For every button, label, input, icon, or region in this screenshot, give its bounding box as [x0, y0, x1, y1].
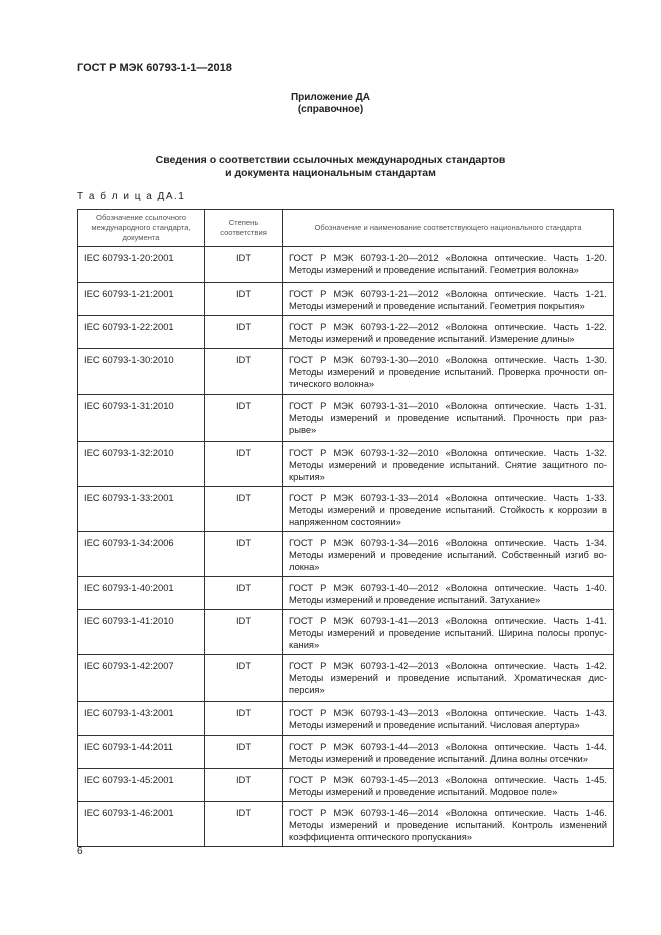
text-line: ГОСТ Р МЭК 60793-1-43—2013 «Волокна оптические. Часть 1-43.: [289, 707, 607, 718]
text-line: тического волокна»: [289, 378, 375, 389]
degree-cell: IDT: [205, 283, 283, 316]
national-standard-cell: [283, 247, 614, 283]
text-line: ГОСТ Р МЭК 60793-1-32—2010 «Волокна оптические. Часть 1-32.: [289, 447, 607, 458]
national-standard-cell: [283, 283, 614, 316]
table-row: [78, 702, 614, 736]
intl-standard-cell: IEC 60793-1-22:2001: [78, 316, 205, 349]
degree-cell: IDT: [205, 442, 283, 487]
column-header-intl: Обозначение ссылочного международного стандарта, документа: [78, 210, 205, 247]
text-line: кания»: [289, 639, 320, 650]
column-header-national: Обозначение и наименование соответствующего национального стандарта: [283, 210, 614, 247]
national-standard-cell: [283, 349, 614, 395]
intl-standard-cell: IEC 60793-1-41:2010: [78, 610, 205, 655]
text-line: Методы измерений и проведение испытаний. Геометрия волокна»: [289, 264, 579, 275]
text-line: Методы измерений и проведение испытаний. Модовое поле»: [289, 786, 558, 797]
text-line: Методы измерений и проведение испытаний. Стойкость к коррозии в: [289, 504, 607, 515]
table-row: [78, 610, 614, 655]
table-row: [78, 316, 614, 349]
national-standard-cell: [283, 442, 614, 487]
text-line: ГОСТ Р МЭК 60793-1-41—2013 «Волокна оптические. Часть 1-41.: [289, 615, 607, 626]
text-line: ГОСТ Р МЭК 60793-1-40—2012 «Волокна оптические. Часть 1-40.: [289, 582, 607, 593]
table-row: [78, 442, 614, 487]
intl-standard-cell: IEC 60793-1-40:2001: [78, 577, 205, 610]
intl-standard-cell: IEC 60793-1-46:2001: [78, 802, 205, 847]
text-line: крытия»: [289, 471, 325, 482]
text-line: рыве»: [289, 424, 317, 435]
page-number: 6: [77, 846, 83, 857]
degree-cell: IDT: [205, 395, 283, 442]
table-row: [78, 247, 614, 283]
degree-cell: IDT: [205, 577, 283, 610]
section-heading-line2: и документа национальным стандартам: [225, 167, 436, 179]
document-header: ГОСТ Р МЭК 60793-1-1—2018: [77, 62, 232, 74]
national-standard-cell: [283, 702, 614, 736]
text-line: локна»: [289, 561, 320, 572]
table-caption: Т а б л и ц а ДА.1: [77, 191, 186, 202]
text-line: ГОСТ Р МЭК 60793-1-44—2013 «Волокна оптические. Часть 1-44.: [289, 741, 607, 752]
table-row: [78, 349, 614, 395]
degree-cell: IDT: [205, 702, 283, 736]
national-standard-cell: [283, 532, 614, 577]
text-line: ГОСТ Р МЭК 60793-1-34—2016 «Волокна оптические. Часть 1-34.: [289, 537, 607, 548]
national-standard-cell: [283, 736, 614, 769]
degree-cell: IDT: [205, 247, 283, 283]
table-row: [78, 769, 614, 802]
national-standard-cell: [283, 769, 614, 802]
text-line: Методы измерений и проведение испытаний. Затухание»: [289, 594, 541, 605]
appendix-title: Приложение ДА: [290, 92, 371, 103]
national-standard-cell: [283, 610, 614, 655]
degree-cell: IDT: [205, 316, 283, 349]
intl-standard-cell: IEC 60793-1-30:2010: [78, 349, 205, 395]
intl-standard-cell: IEC 60793-1-42:2007: [78, 655, 205, 702]
column-header-degree: Степень соответствия: [205, 210, 283, 247]
text-line: ГОСТ Р МЭК 60793-1-45—2013 «Волокна оптические. Часть 1-45.: [289, 774, 607, 785]
text-line: напряженном состоянии»: [289, 516, 401, 527]
text-line: Методы измерений и проведение испытаний. Контроль изменений: [289, 819, 607, 830]
table-row: [78, 532, 614, 577]
text-line: Методы измерений и проведение испытаний. Прочность при раз-: [289, 412, 607, 423]
intl-standard-cell: IEC 60793-1-32:2010: [78, 442, 205, 487]
text-line: ГОСТ Р МЭК 60793-1-30—2010 «Волокна оптические. Часть 1-30.: [289, 354, 607, 365]
national-standard-cell: [283, 655, 614, 702]
table-row: [78, 487, 614, 532]
text-line: ГОСТ Р МЭК 60793-1-22—2012 «Волокна оптические. Часть 1-22.: [289, 321, 607, 332]
degree-cell: IDT: [205, 532, 283, 577]
appendix-subtitle: (справочное): [297, 104, 364, 115]
text-line: ГОСТ Р МЭК 60793-1-33—2014 «Волокна оптические. Часть 1-33.: [289, 492, 607, 503]
text-line: Методы измерений и проведение испытаний. Собственный изгиб во-: [289, 549, 607, 560]
text-line: ГОСТ Р МЭК 60793-1-20—2012 «Волокна оптические. Часть 1-20.: [289, 252, 607, 263]
degree-cell: IDT: [205, 655, 283, 702]
intl-standard-cell: IEC 60793-1-20:2001: [78, 247, 205, 283]
section-heading-line1: Сведения о соответствии ссылочных международных стандартов: [155, 154, 506, 166]
degree-cell: IDT: [205, 349, 283, 395]
text-line: ГОСТ Р МЭК 60793-1-46—2014 «Волокна оптические. Часть 1-46.: [289, 807, 607, 818]
intl-standard-cell: IEC 60793-1-44:2011: [78, 736, 205, 769]
text-line: ГОСТ Р МЭК 60793-1-21—2012 «Волокна оптические. Часть 1-21.: [289, 288, 607, 299]
intl-standard-cell: IEC 60793-1-21:2001: [78, 283, 205, 316]
text-line: Методы измерений и проведение испытаний. Геометрия покрытия»: [289, 300, 585, 311]
degree-cell: IDT: [205, 610, 283, 655]
intl-standard-cell: IEC 60793-1-45:2001: [78, 769, 205, 802]
degree-cell: IDT: [205, 802, 283, 847]
degree-cell: IDT: [205, 769, 283, 802]
intl-standard-cell: IEC 60793-1-43:2001: [78, 702, 205, 736]
text-line: Методы измерений и проведение испытаний. Ширина полосы пропус-: [289, 627, 607, 638]
national-standard-cell: [283, 487, 614, 532]
table-row: [78, 655, 614, 702]
degree-cell: IDT: [205, 487, 283, 532]
national-standard-cell: [283, 316, 614, 349]
intl-standard-cell: IEC 60793-1-34:2006: [78, 532, 205, 577]
text-line: ГОСТ Р МЭК 60793-1-42—2013 «Волокна оптические. Часть 1-42.: [289, 660, 607, 671]
table-row: [78, 577, 614, 610]
text-line: Методы измерений и проведение испытаний. Проверка прочности оп-: [289, 366, 607, 377]
national-standard-cell: [283, 395, 614, 442]
text-line: Методы измерений и проведение испытаний. Снятие защитного по-: [289, 459, 607, 470]
national-standard-cell: [283, 802, 614, 847]
correspondence-table: [77, 209, 614, 847]
text-line: Методы измерений и проведение испытаний. Длина волны отсечки»: [289, 753, 588, 764]
degree-cell: IDT: [205, 736, 283, 769]
table-row: [78, 283, 614, 316]
text-line: коэффициента оптического пропускания»: [289, 831, 473, 842]
intl-standard-cell: IEC 60793-1-31:2010: [78, 395, 205, 442]
intl-standard-cell: IEC 60793-1-33:2001: [78, 487, 205, 532]
text-line: ГОСТ Р МЭК 60793-1-31—2010 «Волокна оптические. Часть 1-31.: [289, 400, 607, 411]
national-standard-cell: [283, 577, 614, 610]
text-line: персия»: [289, 684, 325, 695]
text-line: Методы измерений и проведение испытаний. Измерение длины»: [289, 333, 575, 344]
table-row: [78, 395, 614, 442]
table-row: [78, 736, 614, 769]
text-line: Методы измерений и проведение испытаний. Хроматическая дис-: [289, 672, 607, 683]
table-row: [78, 802, 614, 847]
text-line: Методы измерений и проведение испытаний. Числовая апертура»: [289, 719, 580, 730]
